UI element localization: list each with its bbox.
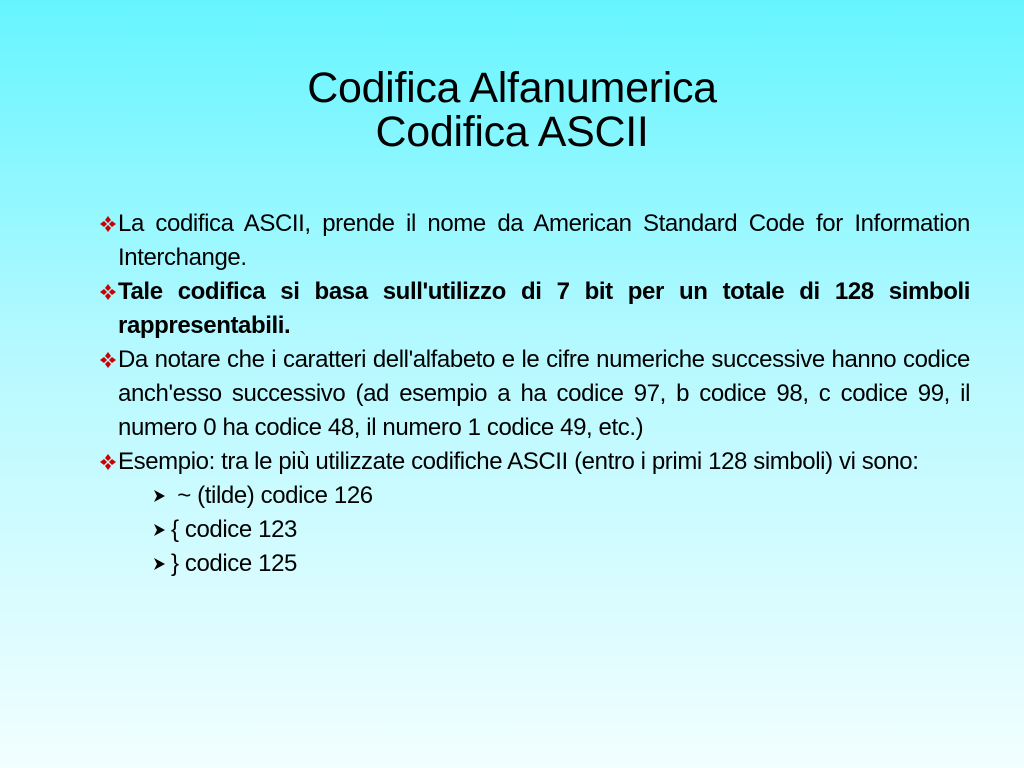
bullet-item <box>96 445 970 479</box>
slide-title <box>0 66 1024 154</box>
bullet-item <box>96 275 970 343</box>
bullet-item <box>96 207 970 275</box>
sub-bullet-text: ~ (tilde) codice 126 <box>171 482 373 509</box>
arrowhead-bullet-icon <box>153 523 166 537</box>
bullet-text-bold: Tale codifica si basa sull'utilizzo di 7 bit per un totale di 128 simboli rappresentabili. <box>118 278 970 339</box>
bullet-text: Esempio: tra le più utilizzate codifiche ASCII (entro i primi 128 simboli) vi sono: <box>118 448 919 475</box>
slide-content <box>96 207 970 581</box>
arrowhead-bullet-icon <box>153 489 166 503</box>
sub-bullet-text: { codice 123 <box>171 516 297 543</box>
bullet-item <box>96 343 970 445</box>
bullet-text: La codifica ASCII, prende il nome da American Standard Code for Information Interchange. <box>118 210 970 271</box>
sub-bullet-item <box>96 547 970 581</box>
bullet-text: Da notare che i caratteri dell'alfabeto e le cifre numeriche successive hanno codice anch'esso successivo (ad esempio a ha codice 97, b codice 98, c codice 99, il numero 0 ha codice 48, il numero 1 codice 49, etc.) <box>118 346 970 441</box>
sub-bullet-item <box>96 513 970 547</box>
four-diamond-bullet-icon <box>99 283 117 301</box>
sub-bullet-item <box>96 479 970 513</box>
arrowhead-bullet-icon <box>153 557 166 571</box>
sub-bullet-text: } codice 125 <box>171 550 297 577</box>
title-line-2: Codifica ASCII <box>375 108 649 156</box>
four-diamond-bullet-icon <box>99 351 117 369</box>
four-diamond-bullet-icon <box>99 453 117 471</box>
four-diamond-bullet-icon <box>99 215 117 233</box>
title-line-1: Codifica Alfanumerica <box>307 64 717 112</box>
